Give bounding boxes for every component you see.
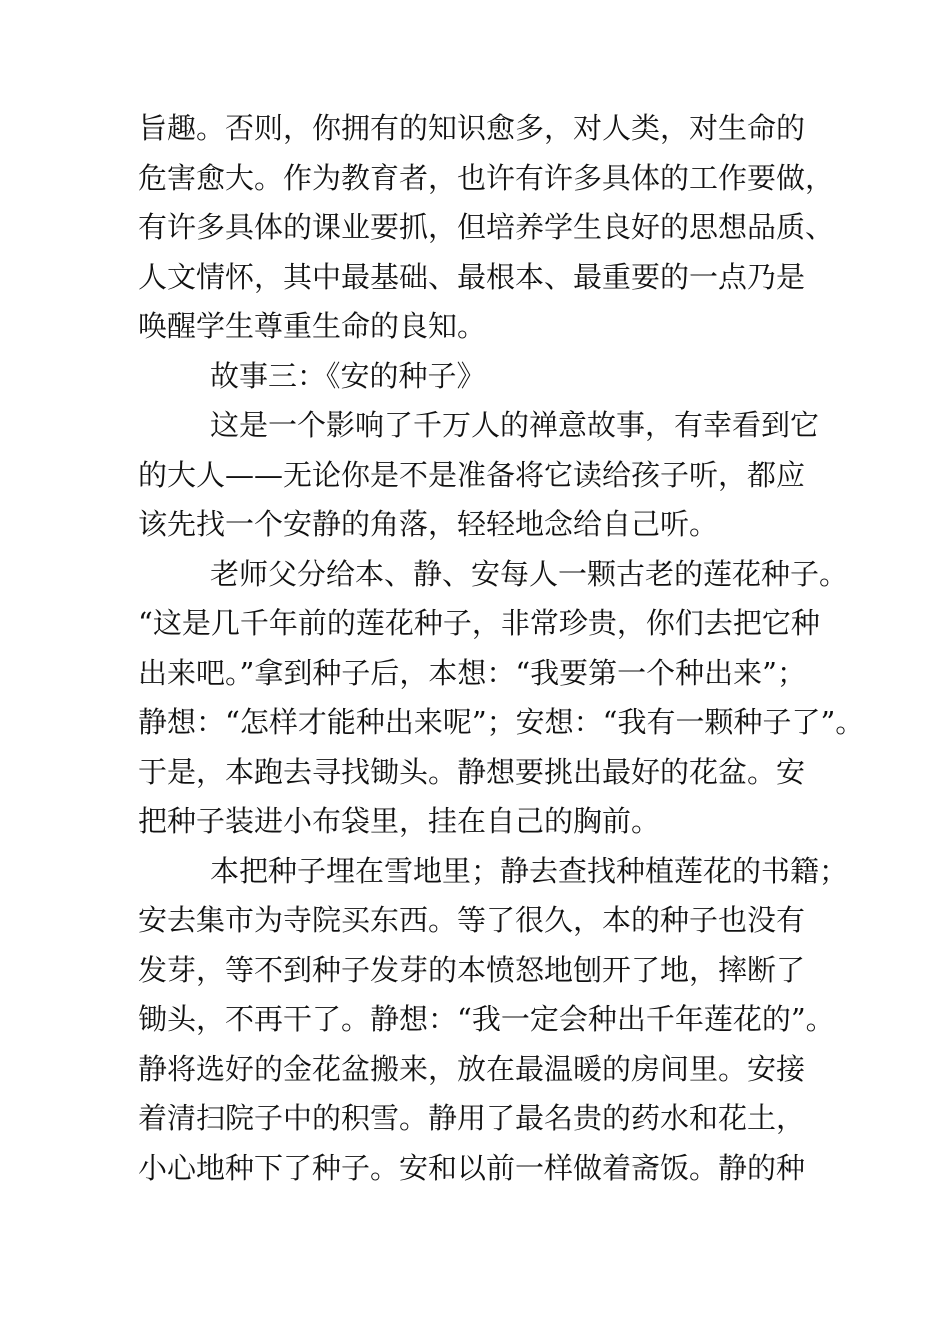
text-line: 安去集市为寺院买东西。等了很久，本的种子也没有 — [138, 903, 806, 937]
text-line: 小心地种下了种子。安和以前一样做着斋饭。静的种 — [138, 1150, 806, 1185]
text-line: 把种子装进小布袋里，挂在自己的胸前。 — [138, 804, 661, 838]
text-line: 发芽，等不到种子发芽的本愤怒地刨开了地，摔断了 — [138, 952, 806, 987]
text-line: 锄头，不再干了。静想：“我一定会种出千年莲花的”。 — [138, 1002, 835, 1036]
text-line: 故事三：《安的种子》 — [210, 358, 486, 393]
text-line: 有许多具体的课业要抓，但培养学生良好的思想品质、 — [138, 210, 835, 244]
text-line: “这是几千年前的莲花种子，非常珍贵，你们去把它种 — [138, 606, 820, 640]
text-line: 静想：“怎样才能种出来呢”；安想：“我有一颗种子了”。 — [138, 705, 865, 739]
text-line: 旨趣。否则，你拥有的知识愈多，对人类，对生命的 — [138, 111, 806, 145]
text-line: 的大人——无论你是不是准备将它读给孩子听，都应 — [138, 457, 806, 492]
text-line: 着清扫院子中的积雪。静用了最名贵的药水和花土， — [138, 1101, 806, 1135]
text-line: 这是一个影响了千万人的禅意故事，有幸看到它 — [210, 408, 820, 442]
text-line: 唤醒学生尊重生命的良知。 — [138, 309, 487, 343]
text-line: 静将选好的金花盆搬来，放在最温暖的房间里。安接 — [138, 1051, 806, 1086]
document-body — [138, 104, 865, 1193]
text-line: 本把种子埋在雪地里；静去查找种植莲花的书籍； — [210, 853, 849, 888]
text-line: 该先找一个安静的角落，轻轻地念给自己听。 — [138, 507, 719, 541]
text-line: 老师父分给本、静、安每人一颗古老的莲花种子。 — [210, 556, 849, 591]
text-line: 危害愈大。作为教育者，也许有许多具体的工作要做， — [138, 160, 835, 195]
text-line: 人文情怀，其中最基础、最根本、最重要的一点乃是 — [138, 259, 806, 294]
text-line: 于是，本跑去寻找锄头。静想要挑出最好的花盆。安 — [138, 754, 806, 789]
text-line: 出来吧。”拿到种子后，本想：“我要第一个种出来”； — [138, 655, 806, 690]
